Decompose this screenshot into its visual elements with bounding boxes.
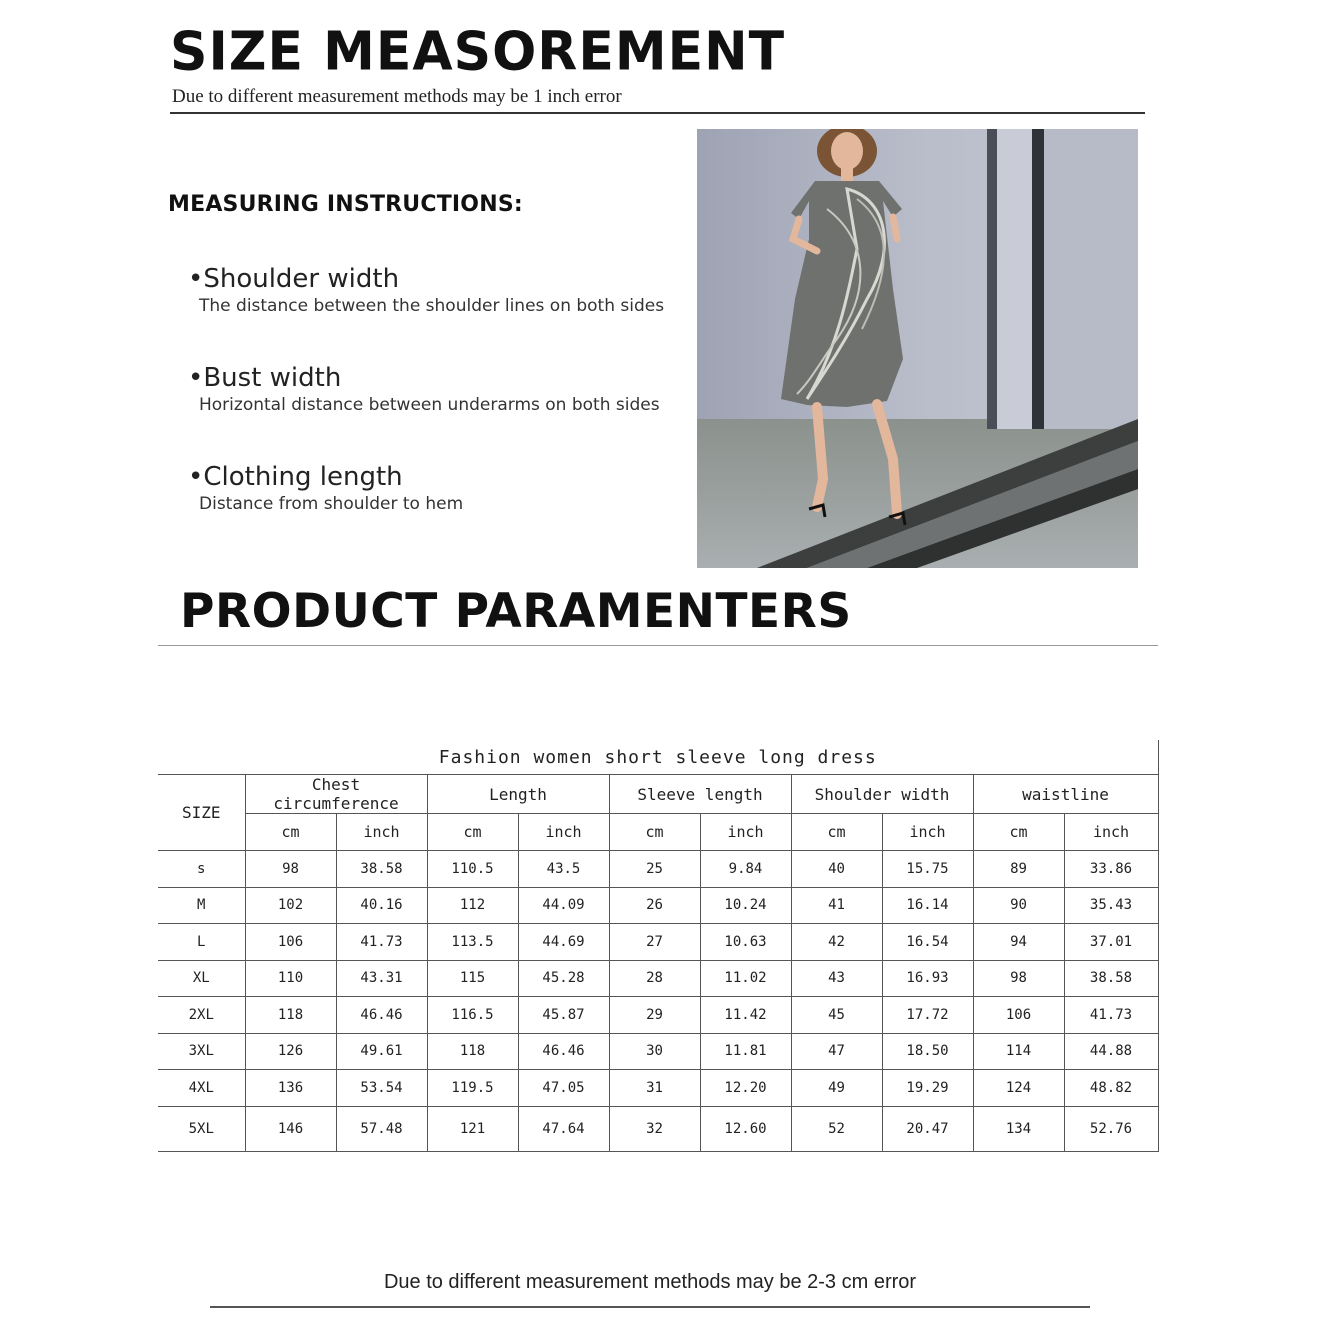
- table-row: [158, 997, 1158, 1034]
- size-header: SIZE: [158, 775, 245, 851]
- size-cell: 2XL: [158, 997, 245, 1034]
- value-cell: 40.16: [336, 887, 427, 924]
- footer-divider: [210, 1306, 1090, 1308]
- table-row: [158, 924, 1158, 961]
- value-cell: 16.14: [882, 887, 973, 924]
- value-cell: 47.05: [518, 1070, 609, 1107]
- value-cell: 134: [973, 1106, 1064, 1151]
- value-cell: 57.48: [336, 1106, 427, 1151]
- instruction-label: •Shoulder width: [188, 264, 400, 294]
- value-cell: 110: [245, 960, 336, 997]
- value-cell: 48.82: [1064, 1070, 1158, 1107]
- size-cell: M: [158, 887, 245, 924]
- value-cell: 41.73: [336, 924, 427, 961]
- value-cell: 52: [791, 1106, 882, 1151]
- value-cell: 116.5: [427, 997, 518, 1034]
- unit-header: inch: [1064, 814, 1158, 851]
- instruction-description: Horizontal distance between underarms on both sides: [199, 395, 660, 415]
- value-cell: 110.5: [427, 851, 518, 888]
- value-cell: 11.42: [700, 997, 791, 1034]
- unit-header: inch: [700, 814, 791, 851]
- value-cell: 52.76: [1064, 1106, 1158, 1151]
- value-cell: 28: [609, 960, 700, 997]
- value-cell: 26: [609, 887, 700, 924]
- column-header: Chest circumference: [245, 775, 427, 814]
- unit-header: cm: [973, 814, 1064, 851]
- value-cell: 121: [427, 1106, 518, 1151]
- column-header: waistline: [973, 775, 1158, 814]
- unit-header: cm: [427, 814, 518, 851]
- value-cell: 33.86: [1064, 851, 1158, 888]
- instruction-clothing-length: [188, 462, 463, 514]
- value-cell: 27: [609, 924, 700, 961]
- bottom-error-note: Due to different measurement methods may be 2-3 cm error: [383, 1271, 917, 1293]
- value-cell: 15.75: [882, 851, 973, 888]
- value-cell: 41.73: [1064, 997, 1158, 1034]
- value-cell: 44.88: [1064, 1033, 1158, 1070]
- value-cell: 16.93: [882, 960, 973, 997]
- value-cell: 45.28: [518, 960, 609, 997]
- instruction-label: •Clothing length: [188, 462, 403, 492]
- value-cell: 45.87: [518, 997, 609, 1034]
- instruction-description: The distance between the shoulder lines on both sides: [199, 296, 665, 316]
- column-header: Length: [427, 775, 609, 814]
- value-cell: 47: [791, 1033, 882, 1070]
- table-row: [158, 1070, 1158, 1107]
- value-cell: 118: [245, 997, 336, 1034]
- value-cell: 16.54: [882, 924, 973, 961]
- value-cell: 44.09: [518, 887, 609, 924]
- size-cell: XL: [158, 960, 245, 997]
- product-parameters-title: PRODUCT PARAMENTERS: [180, 584, 852, 639]
- size-cell: 3XL: [158, 1033, 245, 1070]
- value-cell: 94: [973, 924, 1064, 961]
- value-cell: 49: [791, 1070, 882, 1107]
- dress-model-illustration: [697, 129, 1138, 568]
- table-row: [158, 1033, 1158, 1070]
- table-row: [158, 960, 1158, 997]
- value-cell: 113.5: [427, 924, 518, 961]
- instruction-shoulder-width: [188, 264, 664, 316]
- value-cell: 12.60: [700, 1106, 791, 1151]
- unit-header: cm: [791, 814, 882, 851]
- value-cell: 49.61: [336, 1033, 427, 1070]
- value-cell: 124: [973, 1070, 1064, 1107]
- value-cell: 102: [245, 887, 336, 924]
- product-photo: [697, 129, 1138, 568]
- value-cell: 146: [245, 1106, 336, 1151]
- value-cell: 10.63: [700, 924, 791, 961]
- value-cell: 12.20: [700, 1070, 791, 1107]
- value-cell: 38.58: [1064, 960, 1158, 997]
- value-cell: 43.5: [518, 851, 609, 888]
- unit-header: cm: [245, 814, 336, 851]
- value-cell: 37.01: [1064, 924, 1158, 961]
- value-cell: 29: [609, 997, 700, 1034]
- value-cell: 11.02: [700, 960, 791, 997]
- measuring-instructions-heading: MEASURING INSTRUCTIONS:: [168, 192, 523, 217]
- value-cell: 106: [973, 997, 1064, 1034]
- value-cell: 35.43: [1064, 887, 1158, 924]
- value-cell: 32: [609, 1106, 700, 1151]
- value-cell: 44.69: [518, 924, 609, 961]
- table-row: [158, 1106, 1158, 1151]
- column-header: Sleeve length: [609, 775, 791, 814]
- value-cell: 114: [973, 1033, 1064, 1070]
- value-cell: 18.50: [882, 1033, 973, 1070]
- table-row: [158, 851, 1158, 888]
- value-cell: 46.46: [518, 1033, 609, 1070]
- value-cell: 112: [427, 887, 518, 924]
- instruction-description: Distance from shoulder to hem: [199, 494, 464, 514]
- value-cell: 19.29: [882, 1070, 973, 1107]
- value-cell: 40: [791, 851, 882, 888]
- value-cell: 136: [245, 1070, 336, 1107]
- size-cell: 4XL: [158, 1070, 245, 1107]
- header-divider: [170, 112, 1145, 114]
- column-header: Shoulder width: [791, 775, 973, 814]
- value-cell: 38.58: [336, 851, 427, 888]
- instruction-label: •Bust width: [188, 363, 342, 393]
- value-cell: 9.84: [700, 851, 791, 888]
- value-cell: 106: [245, 924, 336, 961]
- value-cell: 43.31: [336, 960, 427, 997]
- value-cell: 47.64: [518, 1106, 609, 1151]
- value-cell: 17.72: [882, 997, 973, 1034]
- value-cell: 118: [427, 1033, 518, 1070]
- value-cell: 43: [791, 960, 882, 997]
- table-row: [158, 887, 1158, 924]
- value-cell: 98: [973, 960, 1064, 997]
- table-caption: Fashion women short sleeve long dress: [158, 740, 1158, 775]
- size-measurement-title: SIZE MEASOREMENT: [170, 21, 786, 83]
- table-body: [158, 851, 1158, 1152]
- value-cell: 53.54: [336, 1070, 427, 1107]
- value-cell: 98: [245, 851, 336, 888]
- size-cell: L: [158, 924, 245, 961]
- parameters-divider: [158, 645, 1158, 646]
- value-cell: 41: [791, 887, 882, 924]
- unit-header: inch: [882, 814, 973, 851]
- value-cell: 46.46: [336, 997, 427, 1034]
- measurement-error-note: Due to different measurement methods may be 1 inch error: [172, 86, 622, 107]
- value-cell: 10.24: [700, 887, 791, 924]
- value-cell: 89: [973, 851, 1064, 888]
- value-cell: 20.47: [882, 1106, 973, 1151]
- value-cell: 25: [609, 851, 700, 888]
- value-cell: 45: [791, 997, 882, 1034]
- unit-header: inch: [518, 814, 609, 851]
- size-cell: 5XL: [158, 1106, 245, 1151]
- value-cell: 126: [245, 1033, 336, 1070]
- value-cell: 11.81: [700, 1033, 791, 1070]
- size-cell: s: [158, 851, 245, 888]
- size-chart-table: [158, 740, 1159, 1152]
- unit-header: cm: [609, 814, 700, 851]
- value-cell: 31: [609, 1070, 700, 1107]
- value-cell: 119.5: [427, 1070, 518, 1107]
- value-cell: 90: [973, 887, 1064, 924]
- value-cell: 30: [609, 1033, 700, 1070]
- value-cell: 42: [791, 924, 882, 961]
- value-cell: 115: [427, 960, 518, 997]
- instruction-bust-width: [188, 363, 660, 415]
- unit-header: inch: [336, 814, 427, 851]
